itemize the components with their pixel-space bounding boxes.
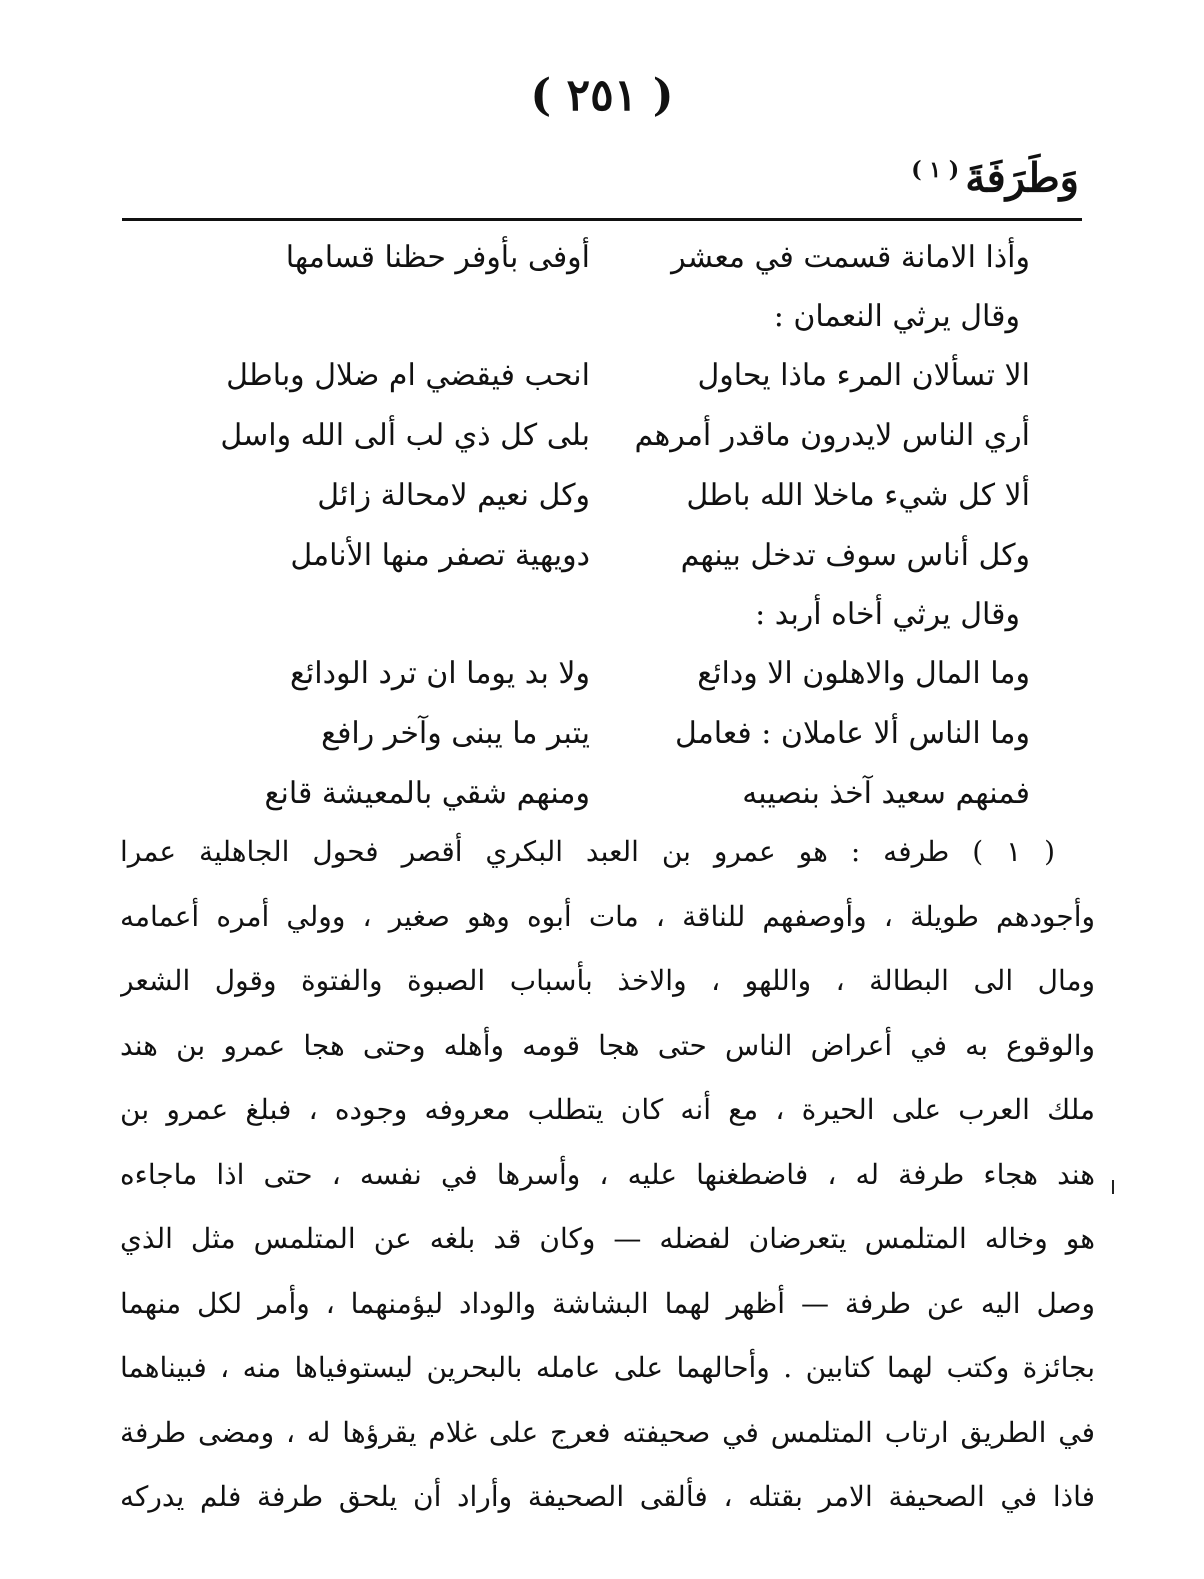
poet-heading (911, 140, 1079, 208)
page-number: ( ٢٥١ ) (530, 70, 674, 121)
footnote-line: والوقوع به في أعراض الناس حتى هجا قومه وأهله وحتى هجا عمرو بن هند (120, 1028, 1095, 1062)
verse-line (190, 228, 1030, 288)
verse-line (190, 764, 1030, 824)
footnote-line: ملك العرب على الحيرة ، مع أنه كان يتطلب معروفه وجوده ، فبلغ عمرو بن (120, 1093, 1095, 1126)
footnote-line: هو وخاله المتلمس يتعرضان لفضله — وكان قد بلغه عن المتلمس مثل الذي (120, 1222, 1095, 1255)
verse-second-hemistich: انحب فيقضي ام ضلال وباطل (226, 358, 590, 393)
verse-first-hemistich: وأذا الامانة قسمت في معشر (671, 240, 1030, 275)
verse-intro: وقال يرثي النعمان : (773, 299, 1020, 334)
footnote-line: وصل اليه عن طرفة — أظهر لهما البشاشة والوداد ليؤمنهما ، وأمر لكل منهما (120, 1286, 1095, 1320)
footnote-reference: ( ١ ) (911, 157, 960, 183)
margin-mark (1112, 1180, 1114, 1194)
footnote-line: وأجودهم طويلة ، وأوصفهم للناقة ، مات أبوه وهو صغير ، وولي أمره أعمامه (120, 899, 1095, 933)
verse-second-hemistich: دويهية تصفر منها الأنامل (290, 538, 590, 573)
verse-first-hemistich: وما الناس ألا عاملان : فعامل (674, 716, 1030, 751)
poet-heading-text: وَطَرَفَةَ (965, 154, 1079, 202)
verse-line (190, 526, 1030, 586)
verse-first-hemistich: ألا كل شيء ماخلا الله باطل (686, 478, 1030, 513)
verse-second-hemistich: ولا بد يوما ان ترد الودائع (289, 656, 590, 691)
verse-line (190, 466, 1030, 526)
verse-first-hemistich: الا تسألان المرء ماذا يحاول (697, 358, 1030, 393)
heading-rule (122, 218, 1082, 221)
footnote-line: ومال الى البطالة ، واللهو ، والاخذ بأسباب الصبوة والفتوة وقول الشعر (120, 964, 1095, 997)
footnote-line: فاذا في الصحيفة الامر بقتله ، فألقى الصحيفة وأراد أن يلحق طرفة فلم يدركه (120, 1480, 1095, 1513)
footnote-line: هند هجاء طرفة له ، فاضطغنها عليه ، وأسرها في نفسه ، حتى اذا ماجاءه (120, 1157, 1095, 1191)
verse-second-hemistich: يتبر ما يبنى وآخر رافع (321, 716, 590, 751)
poem-verses (190, 228, 1030, 824)
verse-line (190, 644, 1030, 704)
verse-first-hemistich: فمنهم سعيد آخذ بنصيبه (742, 776, 1030, 811)
verse-second-hemistich: وكل نعيم لامحالة زائل (317, 478, 590, 513)
verse-second-hemistich: ومنهم شقي بالمعيشة قانع (264, 776, 590, 811)
verse-line (190, 346, 1030, 406)
footnote-line: في الطريق ارتاب المتلمس في صحيفته فعرج على غلام يقرؤها له ، ومضى طرفة (120, 1415, 1095, 1449)
verse-second-hemistich: أوفى بأوفر حظنا قسامها (285, 240, 590, 275)
verse-intro: وقال يرثي أخاه أربد : (755, 597, 1020, 632)
footnote-line: بجائزة وكتب لهما كتابين . وأحالهما على عامله بالبحرين ليستوفياها منه ، فبيناهما (120, 1351, 1095, 1384)
verse-line (190, 704, 1030, 764)
verse-first-hemistich: وكل أناس سوف تدخل بينهم (680, 538, 1030, 573)
footnote (120, 820, 1095, 1530)
verse-first-hemistich: وما المال والاهلون الا ودائع (697, 656, 1030, 691)
verse-first-hemistich: أري الناس لايدرون ماقدر أمرهم (634, 418, 1030, 453)
verse-line (190, 406, 1030, 466)
verse-second-hemistich: بلى كل ذي لب ألى الله واسل (220, 418, 590, 453)
footnote-line: ( ١ ) طرفه : هو عمرو بن العبد البكري أقصر فحول الجاهلية عمرا (120, 835, 1055, 868)
